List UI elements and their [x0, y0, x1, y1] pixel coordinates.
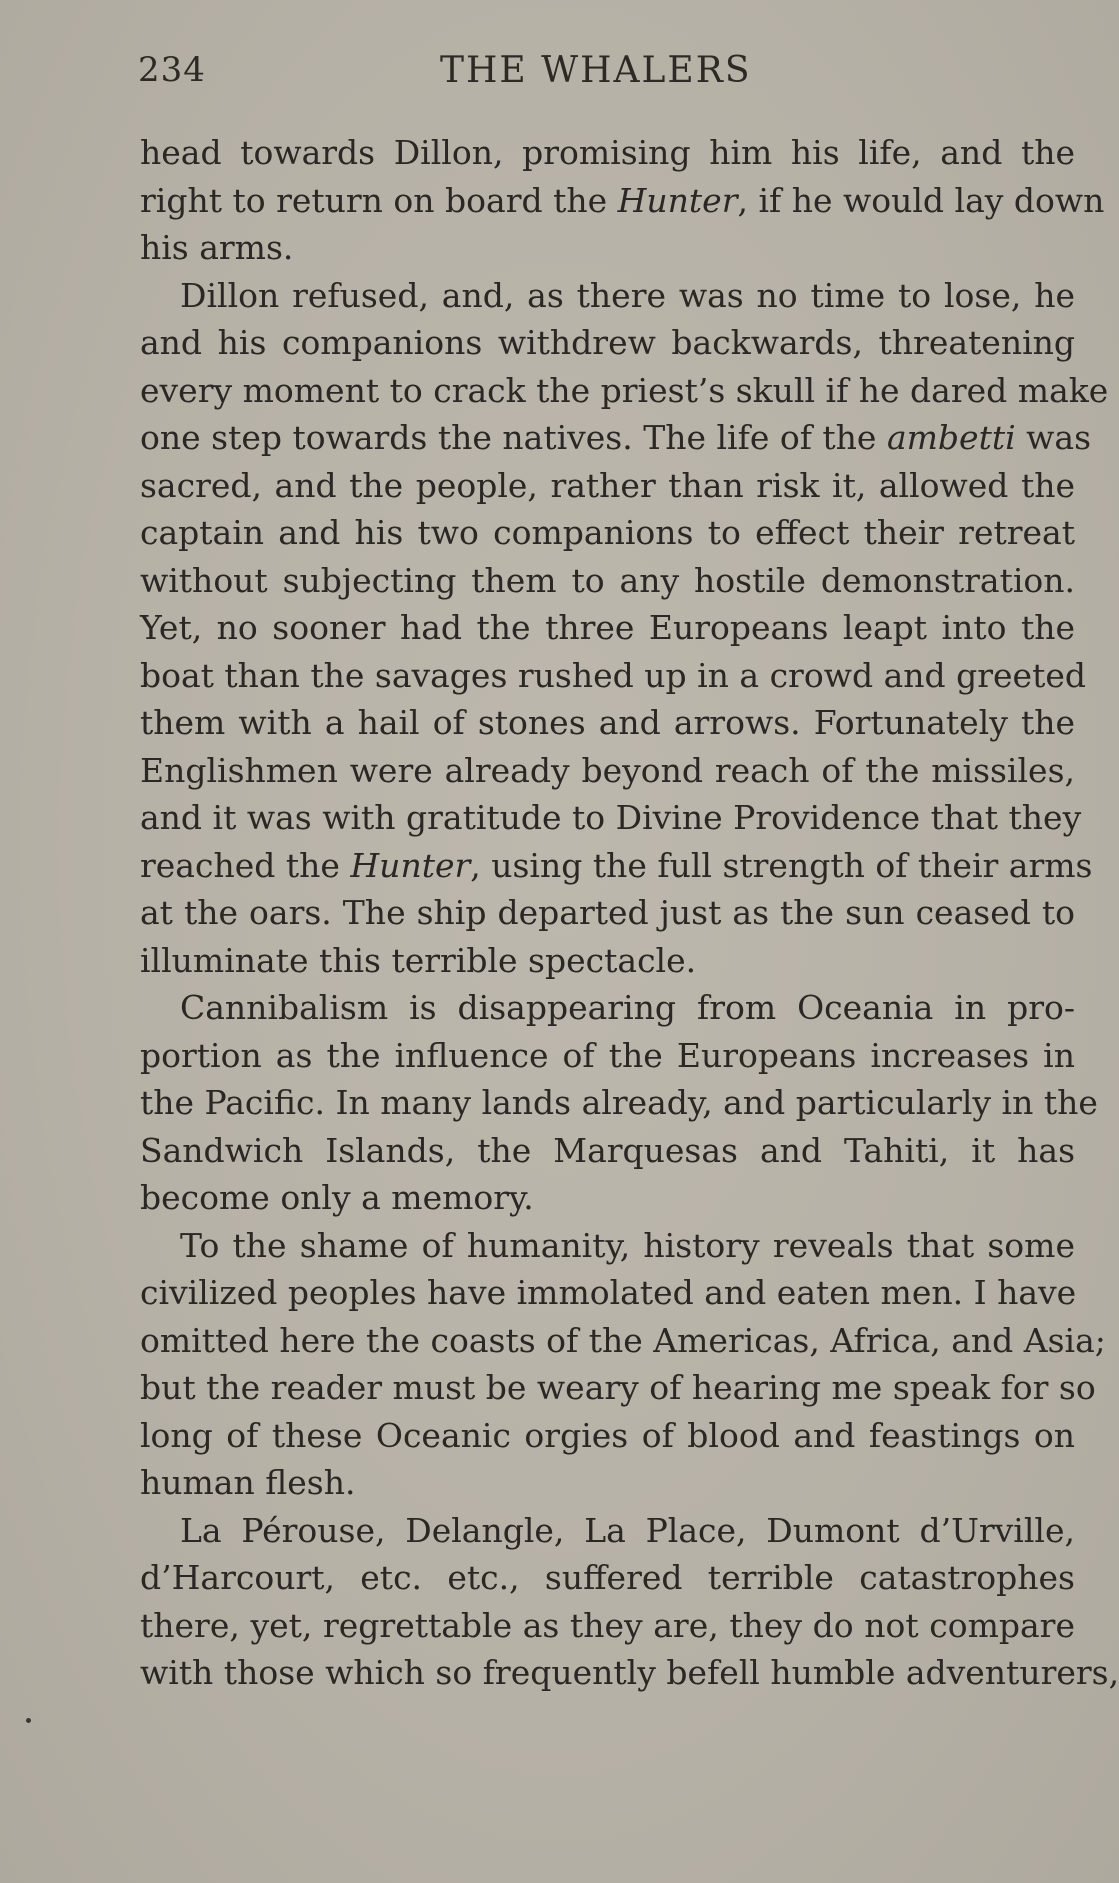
paragraph-first-line: Cannibalism is disappearing from Oceania in pro-: [180, 988, 1075, 1027]
running-title: THE WHALERS: [440, 50, 752, 91]
text-line: every moment to crack the priest’s skull if he dared make: [140, 370, 1109, 410]
text-line: captain and his two companions to effect their retreat: [140, 513, 1075, 552]
paragraph-first-line: To the shame of humanity, history reveals that some: [180, 1225, 1075, 1265]
text-line: and his companions withdrew backwards, threatening: [140, 323, 1075, 362]
text-line: sacred, and the people, rather than risk it, allowed the: [140, 465, 1075, 505]
page-header: [138, 50, 1078, 100]
text-line: there, yet, regrettable as they are, they do not compare: [140, 1605, 1075, 1645]
text-line: Englishmen were already beyond reach of the missiles,: [140, 750, 1075, 790]
text-line: one step towards the natives. The life of the ambetti was: [140, 418, 1092, 457]
text-line: them with a hail of stones and arrows. Fortunately the: [140, 703, 1075, 742]
paragraph-first-line: Dillon refused, and, as there was no time to lose, he: [180, 275, 1075, 315]
text-line: illuminate this terrible spectacle.: [140, 940, 697, 980]
page-number: 234: [138, 50, 206, 90]
text-line: the Pacific. In many lands already, and particularly in the: [140, 1083, 1098, 1122]
text-line: his arms.: [140, 228, 294, 267]
ink-speck: [26, 1718, 31, 1723]
text-line: civilized peoples have immolated and eaten men. I have: [140, 1273, 1077, 1312]
ship-name: Hunter: [617, 180, 738, 220]
text-line: right to return on board the Hunter, if he would lay down: [140, 180, 1105, 220]
paragraph-first-line: La Pérouse, Delangle, La Place, Dumont d’Urville,: [180, 1510, 1075, 1550]
ship-name: Hunter: [350, 845, 471, 885]
text-line: reached the Hunter, using the full strength of their arms: [140, 845, 1093, 885]
text-line: d’Harcourt, etc. etc., suffered terrible catastrophes: [140, 1558, 1075, 1597]
text-line: head towards Dillon, promising him his life, and the: [140, 133, 1075, 172]
text-line: portion as the influence of the Europeans increases in: [140, 1035, 1075, 1075]
text-line: boat than the savages rushed up in a crowd and greeted: [140, 655, 1086, 695]
text-line: long of these Oceanic orgies of blood and feastings on: [140, 1415, 1075, 1455]
text-line: human flesh.: [140, 1463, 356, 1502]
body-text: [140, 129, 1119, 1697]
text-line: Yet, no sooner had the three Europeans leapt into the: [140, 608, 1075, 647]
foreign-term: ambetti: [886, 418, 1016, 457]
text-line: omitted here the coasts of the Americas, Africa, and Asia;: [140, 1320, 1106, 1360]
text-line: and it was with gratitude to Divine Providence that they: [140, 798, 1082, 837]
text-line: at the oars. The ship departed just as the sun ceased to: [140, 893, 1075, 932]
text-line: with those which so frequently befell humble adventurers,: [140, 1653, 1119, 1692]
text-line: without subjecting them to any hostile demonstration.: [140, 560, 1075, 600]
text-line: become only a memory.: [140, 1178, 534, 1217]
text-line: Sandwich Islands, the Marquesas and Tahiti, it has: [140, 1130, 1075, 1170]
text-line: but the reader must be weary of hearing me speak for so: [140, 1368, 1096, 1407]
